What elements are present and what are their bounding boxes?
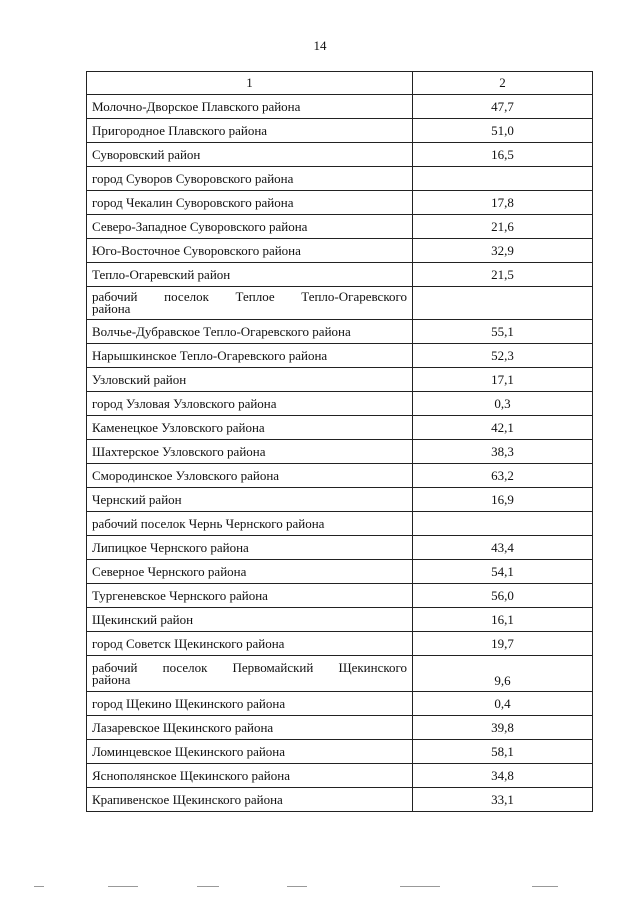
row-value: 21,6 <box>413 215 593 239</box>
row-name-line-2: района <box>92 671 131 687</box>
row-value: 58,1 <box>413 740 593 764</box>
row-name: Нарышкинское Тепло-Огаревского района <box>87 344 413 368</box>
table-row <box>87 512 593 536</box>
row-name-line-2: района <box>92 301 131 316</box>
row-name: Пригородное Плавского района <box>87 119 413 143</box>
row-value: 39,8 <box>413 716 593 740</box>
row-name-line-1: рабочий поселок Первомайский Щекинского <box>92 659 407 675</box>
data-table <box>86 71 593 812</box>
table-row <box>87 764 593 788</box>
table-row <box>87 608 593 632</box>
row-name: рабочий поселок Чернь Чернского района <box>87 512 413 536</box>
row-value: 52,3 <box>413 344 593 368</box>
row-name: Яснополянское Щекинского района <box>87 764 413 788</box>
row-value: 38,3 <box>413 440 593 464</box>
row-value: 0,4 <box>413 692 593 716</box>
table-row <box>87 560 593 584</box>
table-row <box>87 287 593 320</box>
row-name: Каменецкое Узловского района <box>87 416 413 440</box>
row-name: Крапивенское Щекинского района <box>87 788 413 812</box>
row-name: Суворовский район <box>87 143 413 167</box>
table-row <box>87 740 593 764</box>
table-row <box>87 440 593 464</box>
row-value: 17,1 <box>413 368 593 392</box>
table-row <box>87 215 593 239</box>
row-name: Юго-Восточное Суворовского района <box>87 239 413 263</box>
table-row <box>87 263 593 287</box>
table-row <box>87 167 593 191</box>
scan-artifact <box>197 886 219 887</box>
row-value: 19,7 <box>413 632 593 656</box>
row-name: Смородинское Узловского района <box>87 464 413 488</box>
table-row <box>87 239 593 263</box>
column-header-1: 1 <box>87 72 413 95</box>
table-row <box>87 119 593 143</box>
row-value <box>413 512 593 536</box>
table-row <box>87 656 593 692</box>
row-value: 16,1 <box>413 608 593 632</box>
scan-artifact <box>532 886 558 887</box>
scan-artifact <box>108 886 138 887</box>
row-name: Липицкое Чернского района <box>87 536 413 560</box>
row-value: 42,1 <box>413 416 593 440</box>
row-value: 55,1 <box>413 320 593 344</box>
scan-artifact <box>287 886 307 887</box>
row-name: город Советск Щекинского района <box>87 632 413 656</box>
table-row <box>87 368 593 392</box>
row-value: 56,0 <box>413 584 593 608</box>
row-name: Северное Чернского района <box>87 560 413 584</box>
row-name: город Узловая Узловского района <box>87 392 413 416</box>
row-name: город Суворов Суворовского района <box>87 167 413 191</box>
row-name: Молочно-Дворское Плавского района <box>87 95 413 119</box>
row-value: 9,6 <box>413 656 593 692</box>
table-row <box>87 320 593 344</box>
row-value: 33,1 <box>413 788 593 812</box>
table-row <box>87 692 593 716</box>
header-row <box>87 72 593 95</box>
column-header-2: 2 <box>413 72 593 95</box>
table-row <box>87 584 593 608</box>
row-name: город Щекино Щекинского района <box>87 692 413 716</box>
row-name-line-1: рабочий поселок Теплое Тепло-Огаревского <box>92 289 407 304</box>
row-value <box>413 287 593 320</box>
scan-artifact <box>400 886 440 887</box>
table-row <box>87 464 593 488</box>
table-row <box>87 716 593 740</box>
table-row <box>87 488 593 512</box>
row-name: Тургеневское Чернского района <box>87 584 413 608</box>
row-value: 47,7 <box>413 95 593 119</box>
table-row <box>87 416 593 440</box>
row-name: Тепло-Огаревский район <box>87 263 413 287</box>
scan-artifact <box>34 886 44 887</box>
table-row <box>87 344 593 368</box>
row-name: Ломинцевское Щекинского района <box>87 740 413 764</box>
table-row <box>87 143 593 167</box>
row-name: Чернский район <box>87 488 413 512</box>
row-name: Щекинский район <box>87 608 413 632</box>
row-name: Северо-Западное Суворовского района <box>87 215 413 239</box>
table-row <box>87 788 593 812</box>
table-row <box>87 632 593 656</box>
row-value: 54,1 <box>413 560 593 584</box>
table-row <box>87 95 593 119</box>
row-value <box>413 167 593 191</box>
row-value: 0,3 <box>413 392 593 416</box>
table-row <box>87 191 593 215</box>
row-value: 16,9 <box>413 488 593 512</box>
row-value: 51,0 <box>413 119 593 143</box>
row-value: 16,5 <box>413 143 593 167</box>
table-row <box>87 536 593 560</box>
row-name: Лазаревское Щекинского района <box>87 716 413 740</box>
table-row <box>87 392 593 416</box>
row-value: 43,4 <box>413 536 593 560</box>
row-name <box>87 287 413 320</box>
row-value: 34,8 <box>413 764 593 788</box>
page-number: 14 <box>313 38 327 53</box>
row-value: 63,2 <box>413 464 593 488</box>
row-name: Узловский район <box>87 368 413 392</box>
row-name: город Чекалин Суворовского района <box>87 191 413 215</box>
row-value: 21,5 <box>413 263 593 287</box>
row-value: 32,9 <box>413 239 593 263</box>
row-name: Шахтерское Узловского района <box>87 440 413 464</box>
row-name <box>87 656 413 692</box>
row-value: 17,8 <box>413 191 593 215</box>
row-name: Волчье-Дубравское Тепло-Огаревского района <box>87 320 413 344</box>
